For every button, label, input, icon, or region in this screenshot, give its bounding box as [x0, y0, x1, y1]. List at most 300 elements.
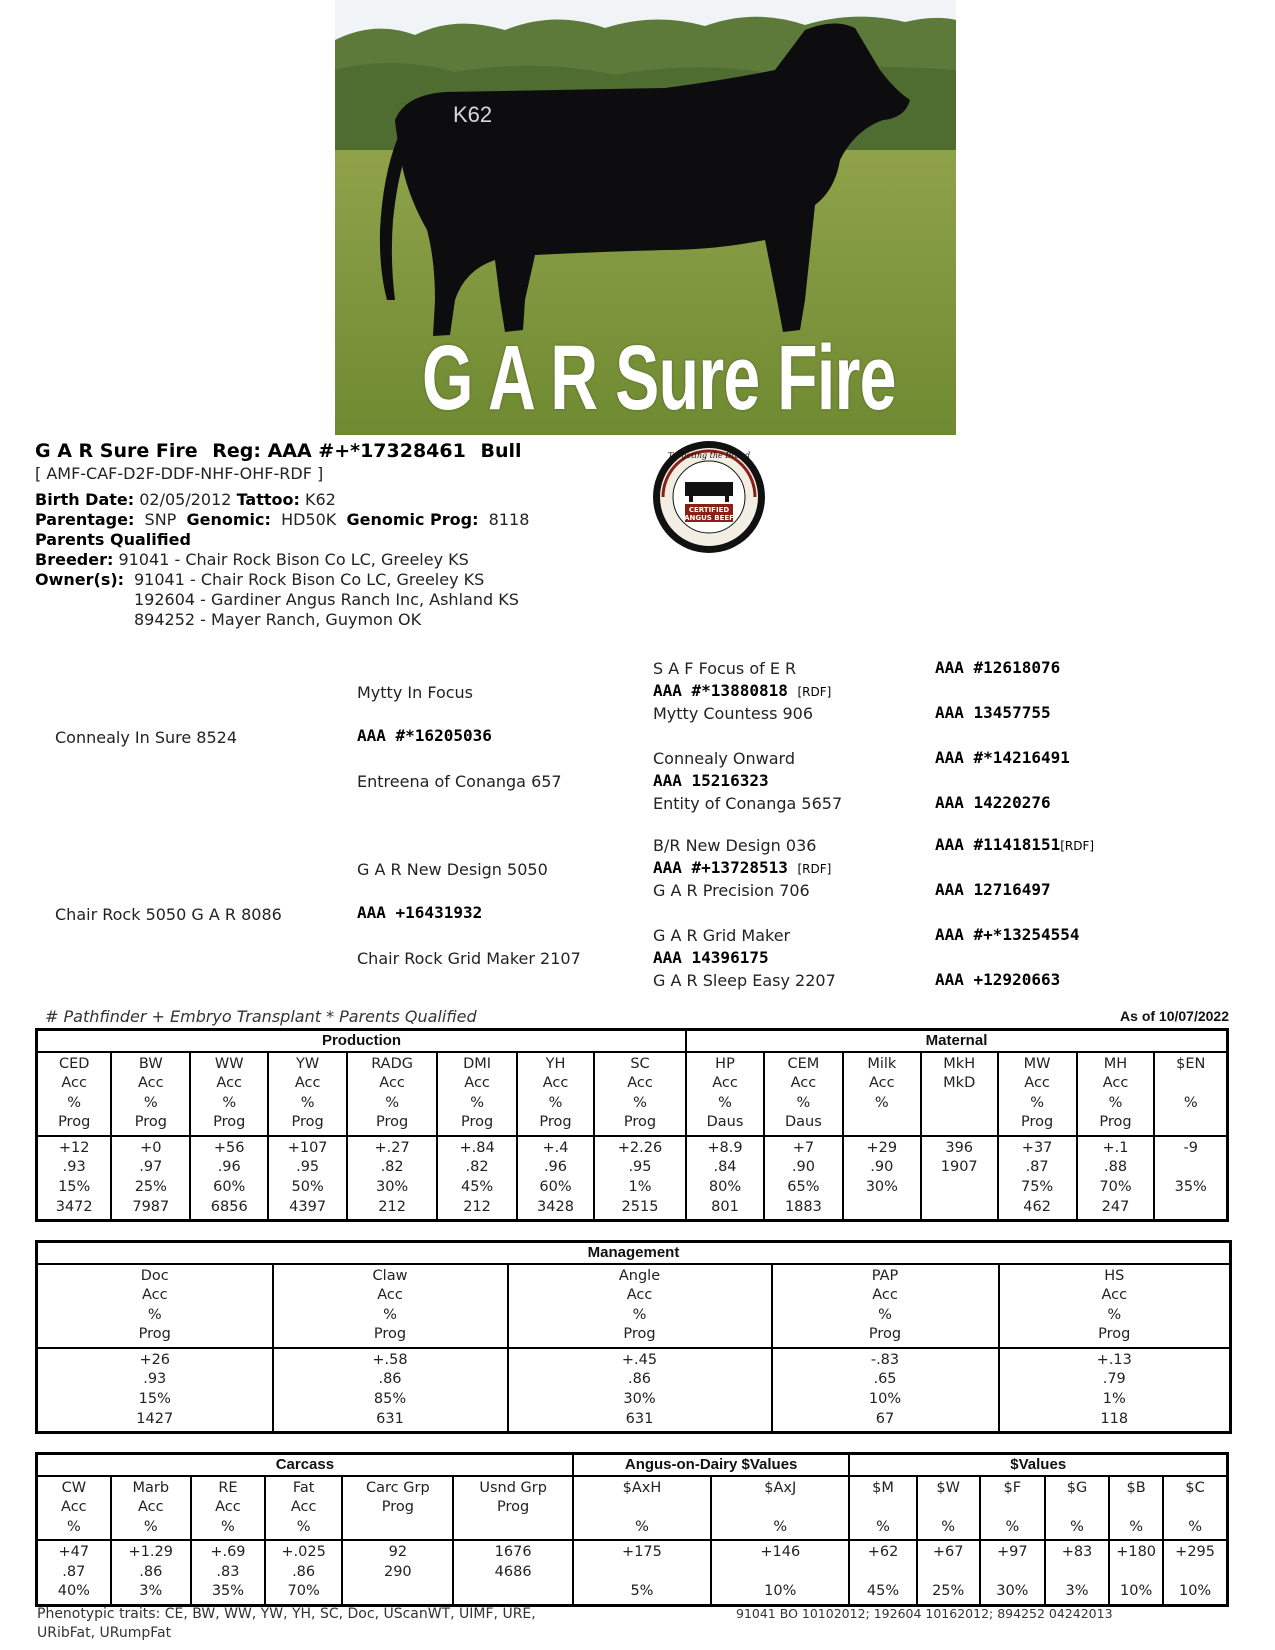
- carcass_table-value-13-2: 10%: [1178, 1583, 1212, 1600]
- epd_table-header-13: [1077, 1052, 1155, 1136]
- epd_table-label-3-2: %: [300, 1094, 315, 1111]
- carcass_table-label-4-1: Prog: [381, 1499, 414, 1516]
- epd_table-label-5-2: %: [470, 1094, 484, 1111]
- management_table-value-3-0: -.83: [870, 1351, 900, 1368]
- management_table-value-4-3: 118: [1100, 1410, 1129, 1427]
- carcass_table-label-9-0: $W: [936, 1479, 960, 1496]
- animal-name: G A R Sure Fire: [35, 440, 198, 462]
- epd_table-value-7-0: +2.26: [617, 1139, 663, 1156]
- carcass_table-label-2-1: Acc: [215, 1499, 241, 1516]
- epd_table-header-0: [37, 1052, 112, 1136]
- epd_table-values-12: [998, 1136, 1077, 1221]
- carcass_table-label-5-2: [454, 1518, 571, 1538]
- epd_table-value-6-1: .96: [543, 1159, 568, 1176]
- epd_table-label-6-1: Acc: [542, 1075, 569, 1092]
- epd_table-label-12-2: %: [1030, 1094, 1044, 1111]
- pedigree-sdd-reg: AAA 14220276: [935, 793, 1051, 812]
- epd_table-label-4-1: Acc: [379, 1075, 405, 1092]
- pedigree-ds-reg-line: [653, 858, 831, 879]
- carcass_table-values-11: [1045, 1540, 1109, 1605]
- carcass_table-label-8-1: [850, 1498, 915, 1518]
- carcass_table-value-0-2: 40%: [57, 1583, 90, 1600]
- carcass_table-values-6: [573, 1540, 711, 1605]
- carcass_table-label-11-0: $G: [1066, 1479, 1088, 1496]
- epd_table-label-3-0: YW: [296, 1055, 320, 1072]
- group-carcass: Carcass: [37, 1454, 573, 1476]
- carcass_table-header-1: [111, 1476, 191, 1541]
- epd_table-values-2: [190, 1136, 268, 1221]
- epd_table-label-2-1: Acc: [216, 1075, 243, 1092]
- epd_table-value-13-3: 247: [1101, 1198, 1130, 1215]
- pedigree-dds: G A R Grid Maker: [653, 926, 791, 945]
- carcass_table-value-5-1: 4686: [494, 1563, 532, 1580]
- carcass_table-values-10: [980, 1540, 1045, 1605]
- epd_table-label-9-2: %: [796, 1094, 811, 1111]
- epd_table-value-3-0: +107: [287, 1139, 328, 1156]
- management_table-label-1-3: Prog: [373, 1326, 407, 1343]
- epd_table-value-12-3: 462: [1023, 1198, 1051, 1215]
- epd_table-value-13-2: 70%: [1099, 1179, 1132, 1196]
- epd_table-value-8-2: 80%: [708, 1179, 742, 1196]
- carcass_table-value-10-0: +97: [997, 1544, 1028, 1561]
- epd_table-value-4-0: +.27: [374, 1139, 410, 1156]
- carcass_table-label-10-1: [981, 1498, 1044, 1518]
- epd_table-label-10-3: [844, 1113, 920, 1133]
- epd_table-value-9-1: .90: [791, 1159, 815, 1176]
- pedigree-sss: S A F Focus of E R: [653, 659, 797, 678]
- carcass_table-label-0-0: CW: [61, 1479, 87, 1496]
- epd_table-header-2: [190, 1052, 268, 1136]
- carcass_table-value-8-2: 45%: [866, 1583, 900, 1600]
- epd_table-label-12-3: Prog: [1021, 1114, 1054, 1131]
- epd_table-label-3-3: Prog: [291, 1114, 324, 1131]
- carcass_table-value-9-0: +67: [932, 1544, 964, 1561]
- carcass_table-value-8-1: [850, 1563, 915, 1583]
- management_table-label-2-1: Acc: [626, 1287, 653, 1304]
- management_table-label-4-2: %: [1107, 1306, 1122, 1323]
- carcass_table-value-3-0: +.025: [281, 1544, 326, 1561]
- epd_table-value-5-1: .82: [465, 1159, 489, 1176]
- carcass_table-value-6-2: 5%: [630, 1583, 654, 1600]
- genomic-label: Genomic:: [186, 510, 271, 529]
- epd_table-label-6-0: YH: [545, 1055, 566, 1072]
- epd_table-header-10: [843, 1052, 921, 1136]
- management_table-label-1-1: Acc: [377, 1287, 403, 1304]
- carcass_table-value-4-0: 92: [388, 1544, 408, 1561]
- epd_table-value-8-1: .84: [713, 1159, 737, 1176]
- epd_table-label-4-2: %: [385, 1094, 399, 1111]
- epd_table-value-11-3: [922, 1198, 997, 1218]
- pedigree-sds: Connealy Onward: [653, 749, 795, 768]
- carcass_table-value-13-1: [1164, 1563, 1226, 1583]
- epd_table-label-9-3: Daus: [785, 1114, 822, 1131]
- management_table-label-0-0: Doc: [140, 1267, 169, 1284]
- carcass_table-header-11: [1045, 1476, 1109, 1541]
- carcass_table-value-10-1: [981, 1563, 1044, 1583]
- carcass_table-header-3: [265, 1476, 342, 1541]
- carcass_table-label-11-2: %: [1070, 1518, 1084, 1535]
- epd_table-label-1-2: %: [143, 1094, 158, 1111]
- parentage-value: SNP: [144, 510, 177, 529]
- pedigree-sds-reg: AAA #*14216491: [935, 748, 1070, 767]
- carcass_table-value-5-2: [454, 1582, 571, 1602]
- carcass_table-value-9-2: 25%: [932, 1583, 965, 1600]
- genomic-prog-label: Genomic Prog:: [346, 510, 479, 529]
- genetic-condition-codes: [ AMF-CAF-D2F-DDF-NHF-OHF-RDF ]: [35, 464, 324, 483]
- epd_table-value-9-0: +7: [792, 1139, 815, 1156]
- management_table-header-1: [273, 1264, 508, 1348]
- epd_table-value-11-2: [922, 1178, 997, 1198]
- epd_table-header-1: [111, 1052, 190, 1136]
- owners-label: Owner(s):: [35, 570, 125, 589]
- epd_table-label-11-2: [922, 1094, 997, 1114]
- epd_table-value-13-1: .88: [1103, 1159, 1128, 1176]
- carcass_table-values-0: [37, 1540, 111, 1605]
- epd_table-header-8: [686, 1052, 764, 1136]
- carcass_table-value-7-2: 10%: [764, 1583, 797, 1600]
- carcass_table-value-4-1: 290: [383, 1563, 412, 1580]
- management_table-header-0: [37, 1264, 273, 1348]
- epd_table-value-4-1: .82: [380, 1159, 404, 1176]
- epd_table-label-10-1: Acc: [869, 1075, 895, 1092]
- management_table-label-3-2: %: [878, 1306, 892, 1323]
- management_table-label-0-1: Acc: [141, 1287, 168, 1304]
- carcass_table-label-12-0: $B: [1126, 1479, 1146, 1496]
- epd_table-value-0-0: +12: [58, 1139, 90, 1156]
- carcass_table-value-13-0: +295: [1175, 1544, 1215, 1561]
- epd_table-values-7: [594, 1136, 686, 1221]
- epd_table-values-3: [268, 1136, 347, 1221]
- pedigree-sss-reg: AAA #12618076: [935, 658, 1061, 677]
- registration-number: Reg: AAA #+*17328461: [212, 440, 466, 462]
- management_table-value-2-3: 631: [625, 1410, 654, 1427]
- carcass_table-header-12: [1109, 1476, 1163, 1541]
- epd_table-value-7-2: 1%: [628, 1179, 652, 1196]
- management_table-label-4-0: HS: [1104, 1267, 1125, 1284]
- carcass_table-label-1-0: Marb: [132, 1479, 170, 1496]
- epd_table-value-12-0: +37: [1021, 1139, 1053, 1156]
- carcass_table-values-8: [849, 1540, 916, 1605]
- carcass_table-header-10: [980, 1476, 1045, 1541]
- epd_table-value-10-2: 30%: [865, 1179, 898, 1196]
- epd_table-label-14-0: $EN: [1176, 1055, 1206, 1072]
- carcass_table-value-7-0: +146: [760, 1544, 801, 1561]
- pedigree-ddd-reg: AAA +12920663: [935, 970, 1061, 989]
- carcass_table-label-6-2: %: [635, 1518, 649, 1535]
- carcass_table-label-0-2: %: [66, 1518, 81, 1535]
- tattoo-mark: K62: [453, 102, 493, 127]
- epd_table-label-13-3: Prog: [1099, 1114, 1132, 1131]
- epd_table-label-14-3: [1155, 1113, 1226, 1133]
- logo-center-line1: CERTIFIED: [688, 506, 730, 514]
- owner-3: 894252 - Mayer Ranch, Guymon OK: [134, 610, 422, 629]
- carcass_table-value-3-2: 70%: [287, 1583, 320, 1600]
- pedigree-sdd: Entity of Conanga 5657: [653, 794, 843, 813]
- management_table-label-3-1: Acc: [872, 1287, 898, 1304]
- epd_table-header-12: [998, 1052, 1077, 1136]
- epd_table-value-11-1: 1907: [940, 1159, 978, 1176]
- management_table-label-4-3: Prog: [1098, 1326, 1131, 1343]
- epd_table-value-5-3: 212: [463, 1198, 491, 1215]
- epd_table-label-8-0: HP: [715, 1055, 735, 1072]
- epd_table-value-9-3: 1883: [784, 1198, 822, 1215]
- management_table-value-1-0: +.58: [372, 1351, 408, 1368]
- epd_table-value-9-2: 65%: [787, 1179, 820, 1196]
- epd_table-label-13-0: MH: [1103, 1055, 1128, 1072]
- carcass_table-value-2-0: +.69: [210, 1544, 246, 1561]
- parents-qualified: Parents Qualified: [35, 530, 191, 549]
- management_table-label-1-0: Claw: [372, 1267, 408, 1284]
- carcass_table-header-9: [917, 1476, 980, 1541]
- genomic-value: HD50K: [281, 510, 337, 529]
- tattoo-value: K62: [304, 490, 336, 509]
- pedigree-dds-reg: AAA #+*13254554: [935, 925, 1080, 944]
- management_table-value-2-1: .86: [627, 1371, 652, 1388]
- epd_table-label-3-1: Acc: [294, 1075, 321, 1092]
- carcass_table-label-2-0: RE: [218, 1479, 238, 1496]
- carcass_table-label-6-1: [574, 1498, 710, 1518]
- epd_table-value-14-3: [1155, 1198, 1226, 1218]
- carcass_table-values-4: [342, 1540, 453, 1605]
- group-angus-on-dairy: Angus-on-Dairy $Values: [573, 1454, 850, 1476]
- carcass_table-value-12-1: [1110, 1563, 1162, 1583]
- epd_table-label-0-1: Acc: [61, 1075, 87, 1092]
- pedigree-dam: Chair Rock 5050 G A R 8086: [55, 905, 282, 924]
- epd_table-label-10-0: Milk: [867, 1055, 897, 1072]
- management_table-values-0: [37, 1348, 273, 1433]
- management_table-value-3-3: 67: [875, 1410, 895, 1427]
- epd_table-label-0-3: Prog: [58, 1114, 91, 1131]
- epd_table-value-4-2: 30%: [375, 1179, 409, 1196]
- epd_table-label-13-2: %: [1108, 1094, 1123, 1111]
- pedigree-dss-note: [RDF]: [1060, 839, 1095, 853]
- pedigree-ddd: G A R Sleep Easy 2207: [653, 971, 836, 990]
- carcass_table-label-3-2: %: [296, 1518, 311, 1535]
- epd_table-value-14-0: -9: [1183, 1139, 1198, 1156]
- epd_table-label-11-3: [922, 1113, 997, 1133]
- epd_table-label-2-0: WW: [214, 1055, 244, 1072]
- management_table-value-4-1: .79: [1102, 1371, 1126, 1388]
- epd_table-values-11: [921, 1136, 998, 1221]
- carcass_table-label-12-2: %: [1129, 1518, 1144, 1535]
- carcass_table-label-13-0: $C: [1185, 1479, 1205, 1496]
- epd_table-label-11-0: MkH: [943, 1055, 976, 1072]
- breeder-label: Breeder:: [35, 550, 114, 569]
- epd_table-value-1-3: 7987: [132, 1198, 170, 1215]
- management_table-label-2-0: Angle: [618, 1267, 661, 1284]
- epd_table-header-7: [594, 1052, 686, 1136]
- pedigree-ds-reg-value: AAA #+13728513: [653, 858, 788, 877]
- parentage-line: [35, 510, 529, 530]
- management_table-value-2-2: 30%: [623, 1391, 656, 1408]
- carcass_table-label-11-1: [1046, 1498, 1108, 1518]
- epd_table-value-11-0: 396: [945, 1139, 974, 1156]
- carcass_table-values-5: [453, 1540, 572, 1605]
- carcass_table-values-9: [917, 1540, 980, 1605]
- epd_table-value-2-2: 60%: [213, 1179, 246, 1196]
- epd_table-value-6-0: +.4: [542, 1139, 569, 1156]
- carcass_table-header-8: [849, 1476, 916, 1541]
- carcass_table-values-13: [1163, 1540, 1227, 1605]
- epd_table-label-9-0: CEM: [787, 1055, 820, 1072]
- epd_table-label-7-0: SC: [630, 1055, 650, 1072]
- management_table-values-1: [273, 1348, 508, 1433]
- management_table-value-0-1: .93: [143, 1371, 167, 1388]
- epd_table-label-7-3: Prog: [623, 1114, 657, 1131]
- epd_table-label-6-2: %: [548, 1094, 563, 1111]
- management_table-label-1-2: %: [383, 1306, 397, 1323]
- carcass_table-header-7: [711, 1476, 849, 1541]
- epd_table-label-5-0: DMI: [463, 1055, 492, 1072]
- carcass_table-value-12-2: 10%: [1120, 1583, 1153, 1600]
- epd_table-values-14: [1154, 1136, 1227, 1221]
- epd_table-label-10-2: %: [874, 1094, 889, 1111]
- carcass_table-values-12: [1109, 1540, 1163, 1605]
- epd_table-value-0-1: .93: [62, 1159, 86, 1176]
- pedigree-dss-reg-line: [935, 835, 1094, 856]
- management_table-value-4-2: 1%: [1102, 1391, 1126, 1408]
- epd_table-value-0-2: 15%: [58, 1179, 91, 1196]
- pedigree-dsd-reg: AAA 12716497: [935, 880, 1051, 899]
- management_table-label-2-2: %: [632, 1306, 647, 1323]
- carcass_table-value-1-1: .86: [139, 1563, 163, 1580]
- carcass_table-value-0-1: .87: [62, 1563, 86, 1580]
- epd_table-value-14-2: 35%: [1174, 1179, 1207, 1196]
- epd_table-value-7-1: .95: [628, 1159, 652, 1176]
- epd_table-value-14-1: [1155, 1158, 1226, 1178]
- animal-title: [35, 440, 530, 462]
- genomic-prog-value: 8118: [488, 510, 530, 529]
- carcass_table-label-9-2: %: [941, 1518, 956, 1535]
- epd_table-value-7-3: 2515: [621, 1198, 659, 1215]
- carcass_table-values-1: [111, 1540, 191, 1605]
- pedigree-ssd-reg: AAA 13457755: [935, 703, 1051, 722]
- carcass_table-value-10-2: 30%: [996, 1583, 1029, 1600]
- pedigree-dss: B/R New Design 036: [653, 836, 817, 855]
- carcass_table-header-6: [573, 1476, 711, 1541]
- carcass_table-value-2-1: .83: [216, 1563, 240, 1580]
- breeder-value: 91041 - Chair Rock Bison Co LC, Greeley KS: [118, 550, 469, 569]
- epd-table: [35, 1028, 1229, 1222]
- carcass_table-label-12-1: [1110, 1498, 1162, 1518]
- photo-overlay-title: G A R Sure Fire: [421, 327, 896, 429]
- epd_table-header-6: [517, 1052, 594, 1136]
- epd_table-label-12-1: Acc: [1024, 1075, 1050, 1092]
- birth-date-label: Birth Date:: [35, 490, 135, 509]
- epd_table-values-9: [764, 1136, 843, 1221]
- management_table-header-2: [508, 1264, 772, 1348]
- epd_table-label-4-0: RADG: [371, 1055, 413, 1072]
- pedigree-dsd: G A R Precision 706: [653, 881, 810, 900]
- pedigree-sd-reg-line: AAA 15216323: [653, 771, 769, 790]
- carcass_table-value-9-1: [918, 1563, 979, 1583]
- epd_table-values-10: [843, 1136, 921, 1221]
- carcass_table-label-9-1: [918, 1498, 979, 1518]
- management_table-value-4-0: +.13: [1096, 1351, 1132, 1368]
- epd_table-header-3: [268, 1052, 347, 1136]
- carcass_table-value-3-1: .86: [292, 1563, 316, 1580]
- management_table-value-3-1: .65: [873, 1371, 897, 1388]
- pedigree-ss-reg-line: [653, 681, 831, 702]
- epd_table-value-0-3: 3472: [55, 1198, 93, 1215]
- management_table-values-3: [772, 1348, 999, 1433]
- epd_table-values-1: [111, 1136, 190, 1221]
- epd_table-value-2-1: .96: [217, 1159, 241, 1176]
- carcass_table-label-4-0: Carc Grp: [366, 1479, 430, 1496]
- epd_table-label-14-1: [1155, 1074, 1226, 1094]
- management_table-label-0-2: %: [147, 1306, 162, 1323]
- carcass_table-label-5-1: Prog: [497, 1499, 530, 1516]
- group-maternal: Maternal: [686, 1030, 1227, 1052]
- carcass_table-label-10-0: $F: [1003, 1479, 1022, 1496]
- management_table-value-1-2: 85%: [373, 1391, 407, 1408]
- epd_table-label-11-1: MkD: [943, 1075, 976, 1092]
- epd_table-value-2-0: +56: [213, 1139, 245, 1156]
- pedigree-ss-reg-note: [RDF]: [797, 685, 832, 699]
- epd_table-header-4: [347, 1052, 437, 1136]
- carcass_table-label-7-2: %: [773, 1518, 788, 1535]
- management_table-value-2-0: +.45: [621, 1351, 658, 1368]
- carcass_table-value-1-0: +1.29: [128, 1544, 173, 1561]
- epd_table-label-8-2: %: [718, 1094, 732, 1111]
- group-dollar-values: $Values: [849, 1454, 1227, 1476]
- management_table-values-4: [999, 1348, 1231, 1433]
- epd_table-label-7-2: %: [633, 1094, 647, 1111]
- epd_table-values-8: [686, 1136, 764, 1221]
- epd_table-header-5: [437, 1052, 517, 1136]
- epd_table-label-0-0: CED: [58, 1055, 90, 1072]
- epd_table-label-9-1: Acc: [790, 1075, 817, 1092]
- birth-tattoo-line: [35, 490, 336, 510]
- carcass_table-label-7-0: $AxJ: [764, 1479, 797, 1496]
- certified-angus-beef-logo: [645, 438, 773, 556]
- pedigree-dd-reg-line: AAA 14396175: [653, 948, 769, 967]
- management_table-value-1-3: 631: [376, 1410, 404, 1427]
- tattoo-label: Tattoo:: [236, 490, 300, 509]
- epd_table-value-1-2: 25%: [134, 1179, 167, 1196]
- epd_table-label-7-1: Acc: [627, 1075, 653, 1092]
- epd_table-value-13-0: +.1: [1102, 1139, 1129, 1156]
- epd_table-label-6-3: Prog: [539, 1114, 572, 1131]
- pedigree-footnote: # Pathfinder + Embryo Transplant * Parents Qualified: [45, 1007, 477, 1026]
- management-table: [35, 1240, 1232, 1434]
- carcass_table-label-13-2: %: [1188, 1518, 1202, 1535]
- pedigree-dam-sire-reg: AAA +16431932: [357, 903, 483, 922]
- pedigree-sire-dam: Entreena of Conanga 657: [357, 772, 562, 791]
- carcass_table-value-0-0: +47: [58, 1544, 90, 1561]
- owner-dates: 91041 BO 10102012; 192604 10162012; 894252 04242013: [736, 1606, 1113, 1621]
- group-management: Management: [37, 1242, 1231, 1264]
- birth-date: 02/05/2012: [139, 490, 232, 509]
- carcass_table-values-3: [265, 1540, 342, 1605]
- epd_table-value-12-2: 75%: [1020, 1179, 1054, 1196]
- epd_table-value-5-0: +.84: [459, 1139, 495, 1156]
- carcass_table-value-6-0: +175: [622, 1544, 662, 1561]
- epd_table-label-4-3: Prog: [375, 1114, 409, 1131]
- management_table-value-0-0: +26: [139, 1351, 171, 1368]
- pedigree-dam-sire: G A R New Design 5050: [357, 860, 548, 879]
- carcass_table-value-2-2: 35%: [211, 1583, 245, 1600]
- carcass_table-label-3-0: Fat: [292, 1479, 315, 1496]
- carcass_table-value-11-1: [1046, 1563, 1108, 1583]
- management_table-value-1-1: .86: [378, 1371, 402, 1388]
- epd_table-label-14-2: %: [1183, 1094, 1198, 1111]
- carcass_table-label-4-2: [343, 1518, 452, 1538]
- epd_table-value-2-3: 6856: [210, 1198, 248, 1215]
- carcass_table-value-8-0: +62: [867, 1544, 899, 1561]
- carcass_table-value-11-2: 3%: [1065, 1583, 1089, 1600]
- bull-photo: [335, 0, 956, 435]
